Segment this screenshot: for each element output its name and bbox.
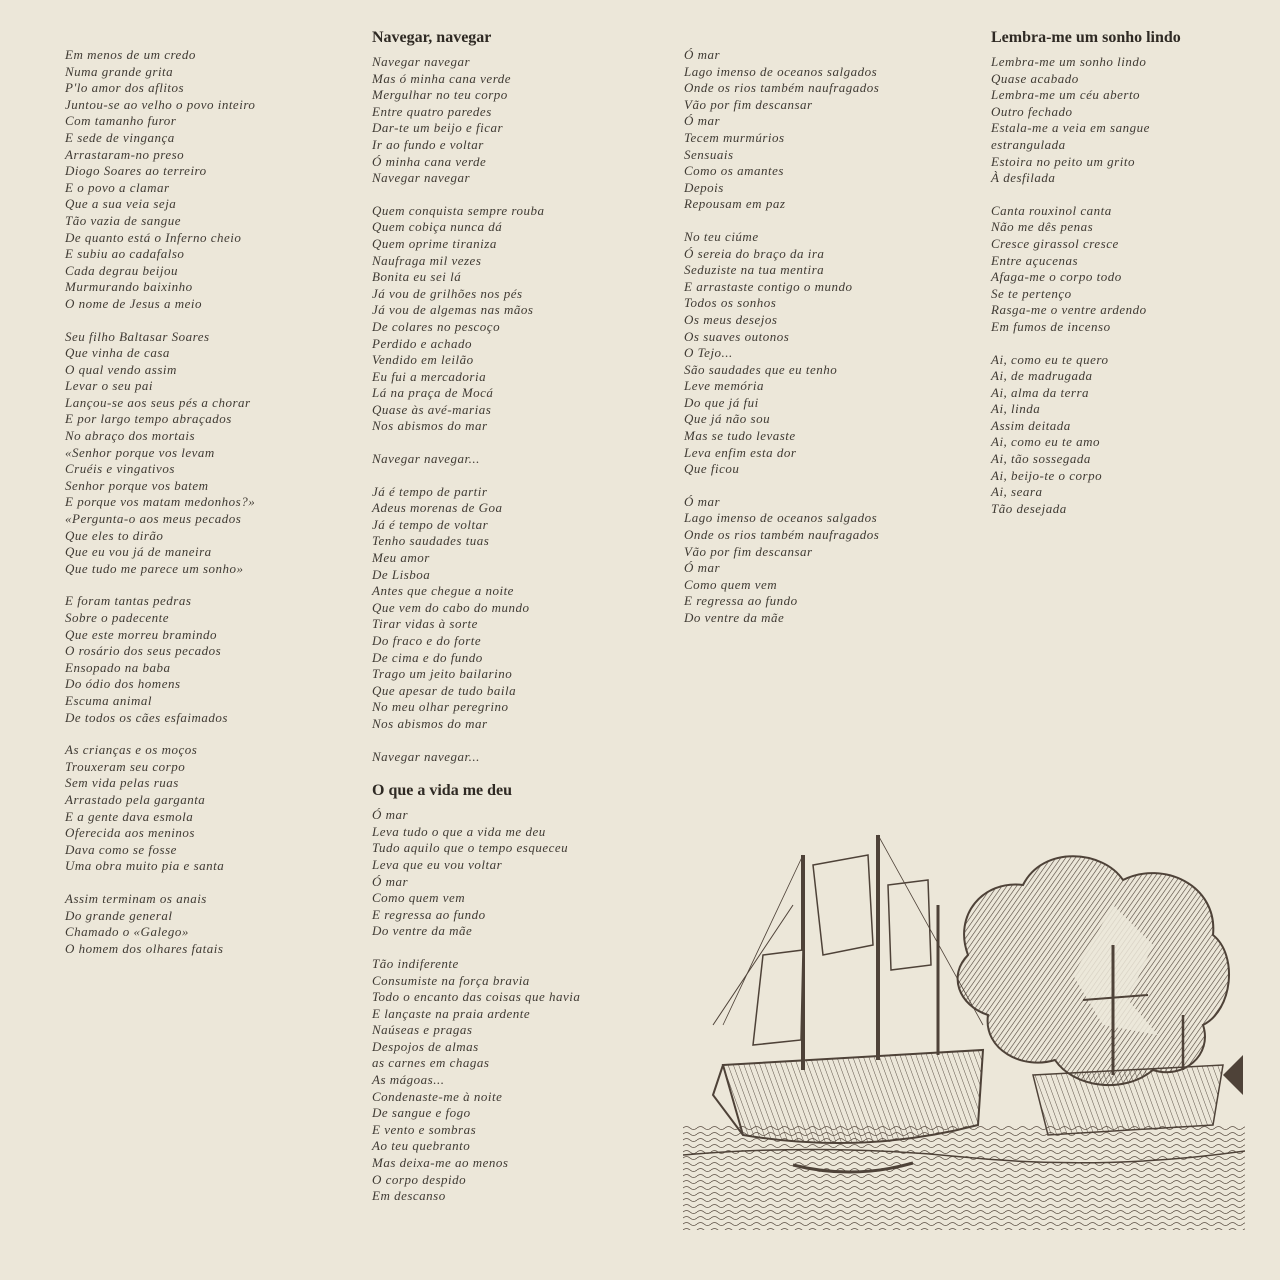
lyric-line: Que este morreu bramindo xyxy=(65,626,217,642)
lyric-line: São saudades que eu tenho xyxy=(684,361,838,377)
lyric-line: Sem vida pelas ruas xyxy=(65,775,179,791)
lyric-line: Onde os rios também naufragados xyxy=(684,527,880,543)
lyric-line: Do ventre da mãe xyxy=(372,923,473,939)
lyric-line: Cresce girassol cresce xyxy=(991,235,1119,251)
lyric-line: Já é tempo de voltar xyxy=(372,516,489,532)
lyric-line: «Pergunta-o aos meus pecados xyxy=(65,511,242,527)
lyric-line: As crianças e os moços xyxy=(65,742,198,758)
lyric-line: Dava como se fosse xyxy=(65,841,177,857)
lyric-line: Lago imenso de oceanos salgados xyxy=(684,63,878,79)
stanza xyxy=(65,593,355,726)
lyric-line: Ó mar xyxy=(684,113,721,129)
lyric-line: Canta rouxinol canta xyxy=(991,202,1112,218)
lyric-line: Dar-te um beijo e ficar xyxy=(372,120,504,136)
lyric-line: Que eles to dirão xyxy=(65,527,164,543)
lyric-line: «Senhor porque vos levam xyxy=(65,444,215,460)
lyric-line: No teu ciúme xyxy=(684,228,759,244)
lyric-line: De sangue e fogo xyxy=(372,1105,471,1121)
lyric-line: Se te pertenço xyxy=(991,285,1072,301)
lyric-line: E o povo a clamar xyxy=(65,179,170,195)
lyric-line: Depois xyxy=(684,179,724,195)
lyric-line: Ao teu quebranto xyxy=(372,1138,471,1154)
lyric-line: Quase acabado xyxy=(991,70,1079,86)
lyric-line: Bonita eu sei lá xyxy=(372,269,462,285)
lyric-line: Juntou-se ao velho o povo inteiro xyxy=(65,96,256,112)
song-title-navegar: Navegar, navegar xyxy=(372,29,492,46)
lyric-line: Sobre o padecente xyxy=(65,610,170,625)
lyric-line: E foram tantas pedras xyxy=(65,593,192,609)
lyric-line: P'lo amor dos aflitos xyxy=(65,80,185,96)
lyric-line: Lago imenso de oceanos salgados xyxy=(684,510,878,526)
lyric-line: E vento e sombras xyxy=(372,1121,477,1137)
lyric-line: O qual vendo assim xyxy=(65,361,177,377)
lyric-line: Com tamanho furor xyxy=(65,113,177,129)
lyric-line: Não me dês penas xyxy=(991,219,1094,235)
lyric-line: Ensopado na baba xyxy=(65,659,171,675)
lyric-line: Lembra-me um sonho lindo xyxy=(991,54,1147,69)
lyric-line: E regressa ao fundo xyxy=(372,906,486,922)
lyric-line: Do grande general xyxy=(65,907,173,923)
lyric-line: No meu olhar peregrino xyxy=(372,699,509,715)
lyric-line: O nome de Jesus a meio xyxy=(65,295,202,311)
lyric-line: Do ventre da mãe xyxy=(684,610,785,625)
lyric-line: Estoira no peito um grito xyxy=(991,153,1135,169)
lyric-line: De cima e do fundo xyxy=(372,649,483,665)
lyric-line: Quem oprime tiraniza xyxy=(372,235,497,251)
lyric-line: Ó mar xyxy=(372,807,409,823)
lyric-line: Nos abismos do mar xyxy=(372,418,488,434)
lyric-line: estrangulada xyxy=(991,136,1066,152)
lyric-line: De todos os cães esfaimados xyxy=(65,709,228,725)
stanza xyxy=(65,329,355,578)
lyric-line: E regressa ao fundo xyxy=(684,593,798,609)
lyrics-column-2 xyxy=(372,28,672,1221)
lyric-line: Ai, seara xyxy=(991,484,1043,500)
lyric-line: Vendido em leilão xyxy=(372,352,474,368)
lyric-line: Uma obra muito pia e santa xyxy=(65,858,225,874)
song-title-lembra: Lembra-me um sonho lindo xyxy=(991,29,1181,46)
stanza xyxy=(991,203,1261,336)
lyric-line: Mergulhar no teu corpo xyxy=(372,87,508,103)
lyric-line: Do fraco e do forte xyxy=(372,633,482,648)
lyric-line: Numa grande grita xyxy=(65,63,174,79)
lyric-line: Ó mar xyxy=(372,873,409,889)
lyric-line: E por largo tempo abraçados xyxy=(65,411,232,427)
lyric-line: Que eu vou já de maneira xyxy=(65,544,212,560)
lyric-line: Ó minha cana verde xyxy=(372,153,487,169)
lyric-line: Eu fui a mercadoria xyxy=(372,368,487,384)
lyric-line: De colares no pescoço xyxy=(372,318,501,334)
lyric-line: E a gente dava esmola xyxy=(65,808,194,824)
lyric-line: as carnes em chagas xyxy=(372,1055,490,1071)
stanza xyxy=(684,494,974,627)
stanza xyxy=(372,54,672,187)
lyric-line: Tirar vidas à sorte xyxy=(372,616,478,632)
lyric-line: Lançou-se aos seus pés a chorar xyxy=(65,394,251,410)
lyric-line: O Tejo... xyxy=(684,345,733,361)
lyric-line: Condenaste-me à noite xyxy=(372,1088,503,1104)
lyric-line: Ó mar xyxy=(684,560,721,576)
lyric-line: Oferecida aos meninos xyxy=(65,825,195,841)
stanza xyxy=(372,749,672,766)
lyric-line: Antes que chegue a noite xyxy=(372,583,514,599)
lyric-line: Do que já fui xyxy=(684,394,759,410)
lyric-line: Tenho saudades tuas xyxy=(372,533,490,549)
lyric-line: Já vou de algemas nas mãos xyxy=(372,302,534,318)
stanza xyxy=(684,229,974,478)
lyric-line: Adeus morenas de Goa xyxy=(372,500,503,516)
lyric-line: O corpo despido xyxy=(372,1171,467,1187)
stanza xyxy=(65,742,355,875)
lyric-line: Levar o seu pai xyxy=(65,378,154,394)
lyric-line: Quem cobiça nunca dá xyxy=(372,219,503,235)
lyric-line: Outro fechado xyxy=(991,103,1073,119)
lyric-line: Estala-me a veia em sangue xyxy=(991,120,1150,136)
lyric-line: Trago um jeito bailarino xyxy=(372,666,513,682)
stanza xyxy=(372,451,672,468)
lyric-line: Ir ao fundo e voltar xyxy=(372,136,484,152)
lyric-line: E arrastaste contigo o mundo xyxy=(684,278,853,294)
lyric-line: Que vem do cabo do mundo xyxy=(372,599,530,615)
lyric-line: Ai, linda xyxy=(991,401,1041,417)
lyric-line: E subiu ao cadafalso xyxy=(65,246,185,262)
lyric-line: As mágoas... xyxy=(372,1072,445,1088)
stanza xyxy=(65,47,355,313)
stanza xyxy=(991,54,1261,187)
lyric-line: Vão por fim descansar xyxy=(684,96,813,112)
stanzas-vida xyxy=(372,807,672,1205)
lyric-line: Afaga-me o corpo todo xyxy=(991,269,1122,285)
lyric-line: Ó mar xyxy=(684,47,721,62)
lyric-line: Tudo aquilo que o tempo esqueceu xyxy=(372,840,569,856)
lyric-line: Meu amor xyxy=(372,550,430,566)
lyric-line: Sensuais xyxy=(684,146,734,162)
lyric-line: Já vou de grilhões nos pés xyxy=(372,285,523,301)
lyric-line: Vão por fim descansar xyxy=(684,543,813,559)
lyric-line: Cruéis e vingativos xyxy=(65,461,175,477)
lyric-line: Naufraga mil vezes xyxy=(372,252,482,268)
lyric-line: Assim terminam os anais xyxy=(65,890,207,906)
lyric-line: Despojos de almas xyxy=(372,1038,479,1054)
lyric-line: Leva tudo o que a vida me deu xyxy=(372,823,546,839)
lyric-line: Tão indiferente xyxy=(372,955,459,971)
lyric-line: Todos os sonhos xyxy=(684,295,777,311)
lyric-line: Como os amantes xyxy=(684,163,784,179)
lyric-line: O rosário dos seus pecados xyxy=(65,643,222,659)
lyric-line: Em menos de um credo xyxy=(65,47,196,62)
lyric-line: Seu filho Baltasar Soares xyxy=(65,328,210,344)
lyric-line: Tão vazia de sangue xyxy=(65,212,182,228)
stanzas-lembra xyxy=(991,54,1261,517)
lyric-line: Trouxeram seu corpo xyxy=(65,758,186,774)
lyric-line: Consumiste na força bravia xyxy=(372,972,530,988)
lyric-line: Perdido e achado xyxy=(372,335,472,351)
lyric-line: Navegar navegar xyxy=(372,54,471,69)
lyric-line: Onde os rios também naufragados xyxy=(684,80,880,96)
lyric-line: De quanto está o Inferno cheio xyxy=(65,229,242,245)
lyric-line: Ai, como eu te amo xyxy=(991,434,1101,450)
lyric-line: Nos abismos do mar xyxy=(372,715,488,731)
lyric-line: Em fumos de incenso xyxy=(991,318,1111,334)
stanza xyxy=(65,891,355,957)
lyric-line: Tão desejada xyxy=(991,500,1067,516)
lyric-line: Lá na praça de Mocá xyxy=(372,385,494,401)
lyric-line: Como quem vem xyxy=(372,890,466,906)
lyric-line: Arrastaram-no preso xyxy=(65,146,185,162)
lyric-line: Tecem murmúrios xyxy=(684,129,785,145)
lyric-line: No abraço dos mortais xyxy=(65,428,196,444)
lyric-line: Do ódio dos homens xyxy=(65,676,181,692)
lyrics-column-1 xyxy=(65,47,355,973)
lyrics-column-3 xyxy=(684,47,974,643)
lyric-line: Que tudo me parece um sonho» xyxy=(65,560,244,576)
lyric-line: Ai, alma da terra xyxy=(991,384,1090,400)
smoke-cloud xyxy=(958,856,1229,1085)
stanza xyxy=(372,484,672,733)
lyric-line: Ai, como eu te quero xyxy=(991,351,1109,367)
lyric-line: Leve memória xyxy=(684,378,765,394)
stanza xyxy=(372,203,672,435)
lyric-line: Mas se tudo levaste xyxy=(684,428,796,444)
lyric-line: Senhor porque vos batem xyxy=(65,477,209,493)
stanza xyxy=(372,956,672,1205)
lyric-line: Entre açucenas xyxy=(991,252,1079,268)
lyric-line: De Lisboa xyxy=(372,566,431,582)
left-ship xyxy=(713,835,983,1143)
lyric-line: E sede de vingança xyxy=(65,129,175,145)
lyrics-column-4 xyxy=(991,28,1261,533)
lyric-line: Ai, beijo-te o corpo xyxy=(991,467,1103,483)
lyric-line: Como quem vem xyxy=(684,576,778,592)
lyric-line: Ai, tão sossegada xyxy=(991,451,1091,467)
lyric-line: Arrastado pela garganta xyxy=(65,791,206,807)
lyric-line: Leva que eu vou voltar xyxy=(372,856,503,872)
sea xyxy=(683,1125,1245,1230)
lyric-line: Em descanso xyxy=(372,1188,446,1204)
lyric-line: Escuma animal xyxy=(65,692,153,708)
lyric-line: Entre quatro paredes xyxy=(372,103,492,119)
lyric-line: Ó sereia do braço da ira xyxy=(684,245,825,261)
lyric-line: Assim deitada xyxy=(991,417,1071,433)
lyric-line: Cada degrau beijou xyxy=(65,262,178,278)
lyric-line: Navegar navegar xyxy=(372,170,471,186)
lyric-line: Navegar navegar... xyxy=(372,451,480,467)
lyric-line: Leva enfim esta dor xyxy=(684,444,797,460)
lyric-line: Todo o encanto das coisas que havia xyxy=(372,989,581,1005)
lyric-line: Que já não sou xyxy=(684,411,771,427)
lyric-line: Quase às avé-marias xyxy=(372,401,492,417)
stanza xyxy=(684,47,974,213)
ships-battle-engraving-icon xyxy=(683,825,1245,1230)
lyric-line: Murmurando baixinho xyxy=(65,279,193,295)
lyric-line: Rasga-me o ventre ardendo xyxy=(991,302,1147,318)
lyric-line: Que vinha de casa xyxy=(65,345,170,361)
lyric-line: Seduziste na tua mentira xyxy=(684,262,825,278)
lyric-line: E porque vos matam medonhos?» xyxy=(65,494,256,510)
lyric-line: Navegar navegar... xyxy=(372,748,480,764)
lyric-line: Que ficou xyxy=(684,461,740,477)
lyric-line: À desfilada xyxy=(991,170,1056,186)
lyric-line: E lançaste na praia ardente xyxy=(372,1005,531,1021)
lyric-line: Os meus desejos xyxy=(684,311,778,327)
lyric-line: Mas ó minha cana verde xyxy=(372,70,512,86)
lyric-line: Mas deixa-me ao menos xyxy=(372,1155,509,1171)
stanza xyxy=(991,352,1261,518)
lyric-line: Já é tempo de partir xyxy=(372,483,488,499)
lyric-line: Repousam em paz xyxy=(684,196,786,212)
lyric-line: Diogo Soares ao terreiro xyxy=(65,163,207,179)
lyric-line: Os suaves outonos xyxy=(684,328,790,344)
lyric-line: Que apesar de tudo baila xyxy=(372,682,517,698)
lyric-line: Ai, de madrugada xyxy=(991,368,1093,384)
stanzas-navegar xyxy=(372,54,672,765)
lyric-line: Lembra-me um céu aberto xyxy=(991,87,1141,103)
lyric-line: Ó mar xyxy=(684,493,721,509)
lyric-line: Quem conquista sempre rouba xyxy=(372,202,545,218)
lyric-line: Naúseas e pragas xyxy=(372,1022,473,1038)
lyric-line: O homem dos olhares fatais xyxy=(65,940,224,956)
lyric-line: Que a sua veia seja xyxy=(65,196,177,212)
song-title-vida: O que a vida me deu xyxy=(372,782,513,800)
stanza xyxy=(372,807,672,940)
lyric-line: Chamado o «Galego» xyxy=(65,924,189,940)
